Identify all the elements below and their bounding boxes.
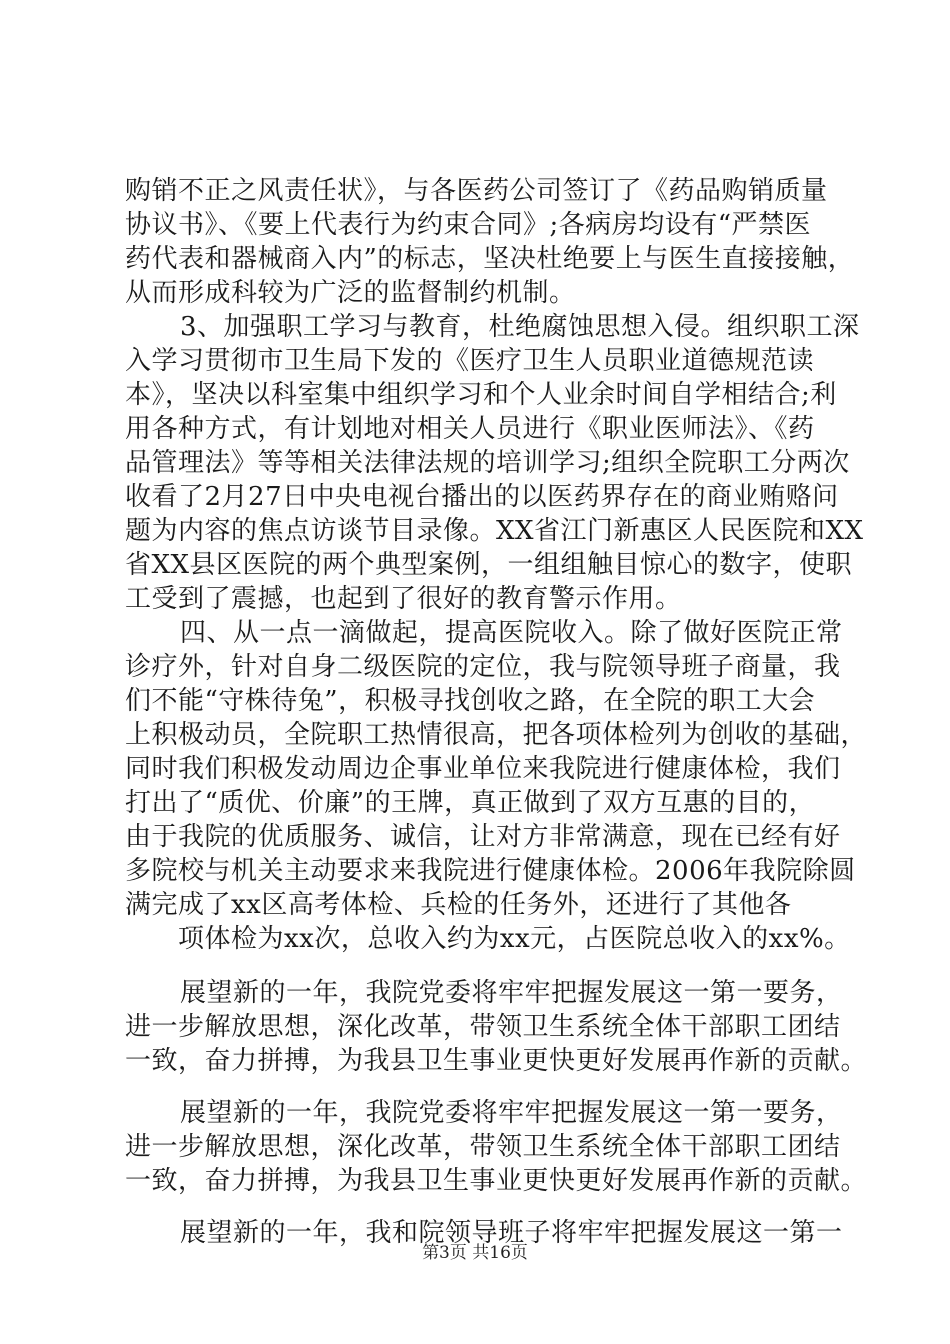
body-text-line: 四、从一点一滴做起，提高医院收入。除了做好医院正常 [180, 618, 843, 648]
body-text-line: 进一步解放思想，深化改革，带领卫生系统全体干部职工团结 [125, 1012, 841, 1042]
body-text-line: 药代表和器械商入内”的标志，坚决杜绝要上与医生直接接触， [125, 244, 855, 274]
body-text-line: 展望新的一年，我院党委将牢牢把握发展这一第一要务， [180, 978, 843, 1008]
body-text-line: 购销不正之风责任状》，与各医药公司签订了《药品购销质量 [125, 176, 828, 206]
body-text-line: 上积极动员，全院职工热情很高，把各项体检列为创收的基础， [125, 720, 868, 750]
body-text-line: 入学习贯彻市卫生局下发的《医疗卫生人员职业道德规范读 [125, 346, 815, 376]
body-text-line: 本》，坚决以科室集中组织学习和个人业余时间自学相结合;利 [125, 380, 837, 410]
body-text-line: 一致，奋力拼搏，为我县卫生事业更快更好发展再作新的贡献。 [125, 1166, 868, 1196]
body-text-line: 3、加强职工学习与教育，杜绝腐蚀思想入侵。组织职工深 [180, 312, 860, 342]
body-text-line: 一致，奋力拼搏，为我县卫生事业更快更好发展再作新的贡献。 [125, 1046, 868, 1076]
body-text-line: 由于我院的优质服务、诚信，让对方非常满意，现在已经有好 [125, 822, 841, 852]
body-text-line: 多院校与机关主动要求来我院进行健康体检。2006年我院除圆 [125, 856, 856, 886]
body-text-line: 们不能“守株待兔”，积极寻找创收之路，在全院的职工大会 [125, 686, 816, 716]
body-text-line: 收看了2月27日中央电视台播出的以医药界存在的商业贿赂问 [125, 482, 839, 512]
body-text-line: 协议书》、《要上代表行为约束合同》;各病房均设有“严禁医 [125, 210, 812, 240]
body-text-line: 工受到了震撼，也起到了很好的教育警示作用。 [125, 584, 682, 614]
body-text-line: 用各种方式，有计划地对相关人员进行《职业医师法》、《药 [125, 414, 815, 444]
page-footer: 第3页 共16页 [422, 1243, 528, 1263]
body-text-line: 品管理法》等等相关法律法规的培训学习;组织全院职工分两次 [125, 448, 850, 478]
body-text-line: 满完成了xx区高考体检、兵检的任务外，还进行了其他各 [125, 890, 792, 920]
body-text-line: 从而形成科较为广泛的监督制约机制。 [125, 278, 576, 308]
body-text-line: 诊疗外，针对自身二级医院的定位，我与院领导班子商量，我 [125, 652, 841, 682]
body-text-line: 展望新的一年，我院党委将牢牢把握发展这一第一要务， [180, 1098, 843, 1128]
body-text-line: 打出了“质优、价廉”的王牌，真正做到了双方互惠的目的， [125, 788, 816, 818]
body-text-line: 同时我们积极发动周边企事业单位来我院进行健康体检，我们 [125, 754, 841, 784]
body-text-line: 项体检为xx次，总收入约为xx元，占医院总收入的xx%。 [178, 924, 851, 954]
body-text-line: 题为内容的焦点访谈节目录像。XX省江门新惠区人民医院和XX [125, 516, 864, 546]
body-text-line: 省XX县区医院的两个典型案例，一组组触目惊心的数字，使职 [125, 550, 853, 580]
body-text-line: 进一步解放思想，深化改革，带领卫生系统全体干部职工团结 [125, 1132, 841, 1162]
body-text-line: 展望新的一年，我和院领导班子将牢牢把握发展这一第一 [180, 1218, 843, 1248]
